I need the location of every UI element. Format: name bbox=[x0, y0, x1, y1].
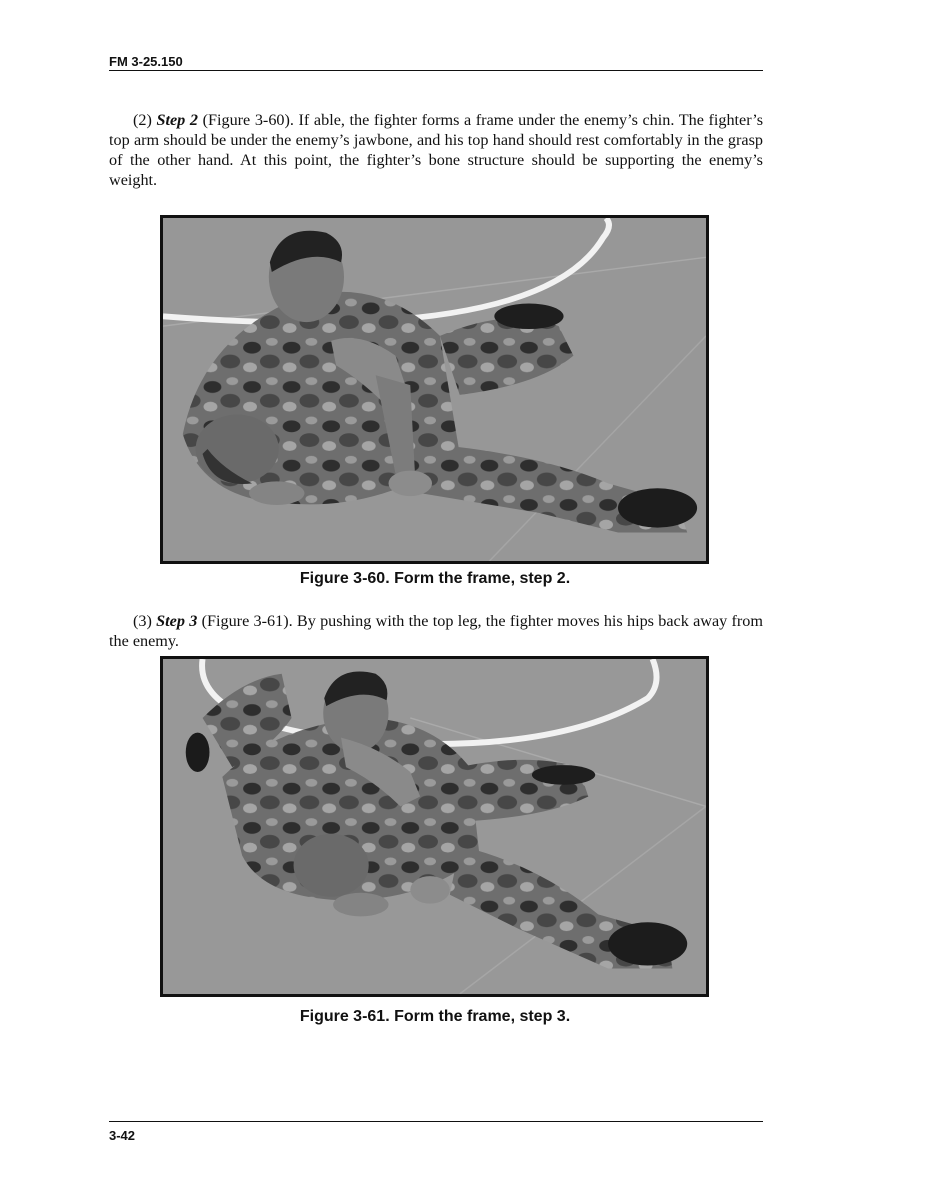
figure-3-60-caption: Figure 3-60. Form the frame, step 2. bbox=[299, 570, 571, 587]
paragraph-step-2 bbox=[109, 110, 763, 190]
figure-3-61-caption: Figure 3-61. Form the frame, step 3. bbox=[299, 1008, 571, 1025]
figure-3-61-photo bbox=[160, 656, 709, 997]
footer-rule bbox=[109, 1121, 763, 1122]
paragraph-step-3 bbox=[109, 611, 763, 651]
step-label: Step 3 bbox=[156, 612, 198, 630]
paragraph-text: (Figure 3-61). By pushing with the top leg, the fighter moves his hips back away from the enemy. bbox=[109, 612, 763, 650]
step-label: Step 2 bbox=[156, 111, 198, 129]
paragraph-number: (3) bbox=[133, 612, 152, 630]
paragraph-text: (Figure 3-60). If able, the fighter forms a frame under the enemy’s chin. The fighter’s top arm should be under the enemy’s jawbone, and his top hand should rest comfortably in the grasp of the other hand. At this point, the fighter’s bone structure should be supporting the enemy’s weight. bbox=[109, 111, 764, 189]
running-header: FM 3-25.150 bbox=[109, 54, 183, 69]
page-number: 3-42 bbox=[109, 1128, 136, 1143]
paragraph-number: (2) bbox=[133, 111, 152, 129]
figure-3-60-photo bbox=[160, 215, 709, 564]
header-rule bbox=[109, 70, 763, 71]
